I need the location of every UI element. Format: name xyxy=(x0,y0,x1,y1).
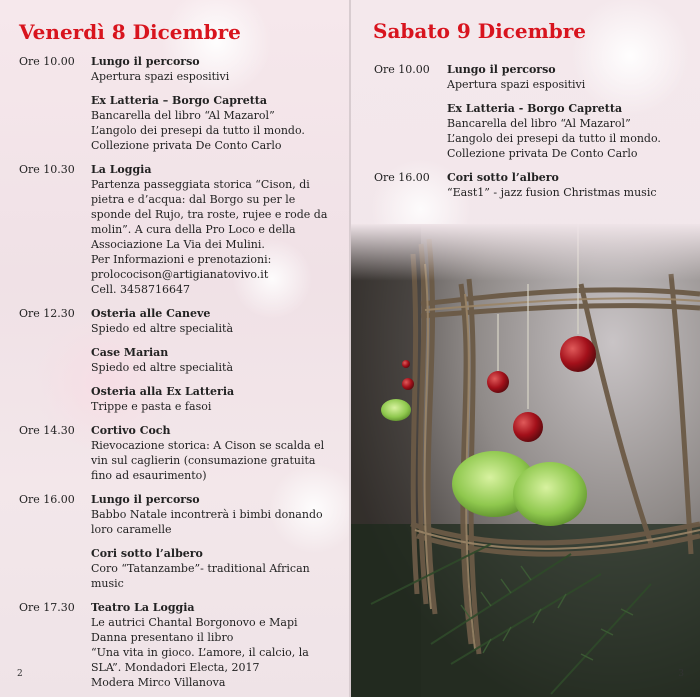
right-page xyxy=(351,0,700,697)
left-page xyxy=(0,0,349,697)
event-time: Ore 10.30 xyxy=(19,163,75,176)
event-description-line: Associazione La Via dei Mulini. xyxy=(91,238,265,251)
event-list xyxy=(91,162,337,297)
event-description-line: molin”. A cura della Pro Loco e della xyxy=(91,223,296,236)
event-description-line: Apertura spazi espositivi xyxy=(447,78,586,91)
event-item xyxy=(91,345,337,375)
event-item xyxy=(91,54,337,84)
event-item xyxy=(91,423,337,483)
event-description-line: Spiedo ed altre specialità xyxy=(91,322,234,335)
event-item xyxy=(91,93,337,153)
event-description-line: Trippe e pasta e fasoi xyxy=(91,400,212,413)
page-number-left: 2 xyxy=(17,669,23,679)
event-description-line: “Una vita in gioco. L’amore, il calcio, la xyxy=(91,646,309,659)
event-description-line: Spiedo ed altre specialità xyxy=(91,361,234,374)
event-item xyxy=(91,384,337,414)
christmas-wicker-photo xyxy=(351,224,700,697)
event-location: Lungo il percorso xyxy=(91,493,200,506)
event-item xyxy=(91,492,337,537)
event-description-line: Rievocazione storica: A Cison se scalda el xyxy=(91,439,325,452)
schedule-row xyxy=(19,54,337,153)
event-description-line: Partenza passeggiata storica “Cison, di xyxy=(91,178,310,191)
event-item xyxy=(91,546,337,591)
event-location: Lungo il percorso xyxy=(447,63,556,76)
event-location: Case Marian xyxy=(91,346,169,359)
event-description-line: Per Informazioni e prenotazioni: xyxy=(91,253,272,266)
event-list xyxy=(91,423,337,483)
day-title-friday: Venerdì 8 Dicembre xyxy=(19,20,241,44)
schedule-row xyxy=(374,62,694,161)
event-location: Lungo il percorso xyxy=(91,55,200,68)
event-location: La Loggia xyxy=(91,163,152,176)
event-description-line: Bancarella del libro “Al Mazarol” xyxy=(91,109,275,122)
schedule-friday xyxy=(19,54,337,697)
event-item xyxy=(91,306,337,336)
event-description-line: Modera Mirco Villanova xyxy=(91,676,226,689)
event-description-line: L’angolo dei presepi da tutto il mondo. xyxy=(91,124,305,137)
event-description-line: Bancarella del libro “Al Mazarol” xyxy=(447,117,631,130)
event-description-line: Collezione privata De Conto Carlo xyxy=(447,147,638,160)
schedule-row xyxy=(19,306,337,414)
event-description-line: “East1” - jazz fusion Christmas music xyxy=(447,186,657,199)
event-description-line: SLA”. Mondadori Electa, 2017 xyxy=(91,661,260,674)
event-description-line: Collezione privata De Conto Carlo xyxy=(91,139,282,152)
event-list xyxy=(447,170,694,200)
event-item xyxy=(447,62,694,92)
schedule-saturday xyxy=(374,62,694,209)
event-description-line: Coro “Tatanzambe”- traditional African music xyxy=(91,562,310,590)
schedule-row xyxy=(19,492,337,591)
event-list xyxy=(447,62,694,161)
event-list xyxy=(91,54,337,153)
event-time: Ore 16.00 xyxy=(19,493,75,506)
event-time: Ore 10.00 xyxy=(374,63,430,76)
event-description-line: loro caramelle xyxy=(91,523,172,536)
event-item xyxy=(447,170,694,200)
event-list xyxy=(91,492,337,591)
day-title-saturday: Sabato 9 Dicembre xyxy=(373,19,587,43)
event-description-line: Babbo Natale incontrerà i bimbi donando xyxy=(91,508,323,521)
event-location: Cortivo Coch xyxy=(91,424,171,437)
event-list xyxy=(91,600,337,690)
event-item xyxy=(447,101,694,161)
schedule-row xyxy=(19,162,337,297)
event-item xyxy=(91,162,337,297)
event-location: Osteria alla Ex Latteria xyxy=(91,385,235,398)
event-time: Ore 14.30 xyxy=(19,424,75,437)
event-list xyxy=(91,306,337,414)
event-time: Ore 12.30 xyxy=(19,307,75,320)
event-description-line: pietra e d’acqua: dal Borgo su per le xyxy=(91,193,296,206)
event-description-line: prolococison@artigianatovivo.it xyxy=(91,268,269,281)
event-location: Cori sotto l’albero xyxy=(91,547,203,560)
event-time: Ore 16.00 xyxy=(374,171,430,184)
schedule-row xyxy=(19,423,337,483)
schedule-row xyxy=(374,170,694,200)
event-description-line: Le autrici Chantal Borgonovo e Mapi xyxy=(91,616,298,629)
event-location: Ex Latteria – Borgo Capretta xyxy=(91,94,267,107)
event-location: Cori sotto l’albero xyxy=(447,171,559,184)
event-description-line: Cell. 3458716647 xyxy=(91,283,190,296)
event-description-line: sponde del Rujo, tra roste, rujee e rode da xyxy=(91,208,328,221)
event-time: Ore 10.00 xyxy=(19,55,75,68)
event-location: Ex Latteria - Borgo Capretta xyxy=(447,102,623,115)
event-item xyxy=(91,600,337,690)
event-description-line: Apertura spazi espositivi xyxy=(91,70,230,83)
event-time: Ore 17.30 xyxy=(19,601,75,614)
event-description-line: fino ad esaurimento) xyxy=(91,469,207,482)
schedule-row xyxy=(19,600,337,690)
event-description-line: vin sul caglierin (consumazione gratuita xyxy=(91,454,316,467)
event-location: Osteria alle Caneve xyxy=(91,307,211,320)
event-location: Teatro La Loggia xyxy=(91,601,195,614)
event-description-line: Danna presentano il libro xyxy=(91,631,234,644)
event-description-line: L’angolo dei presepi da tutto il mondo. xyxy=(447,132,661,145)
page-number-right: 3 xyxy=(678,669,684,679)
